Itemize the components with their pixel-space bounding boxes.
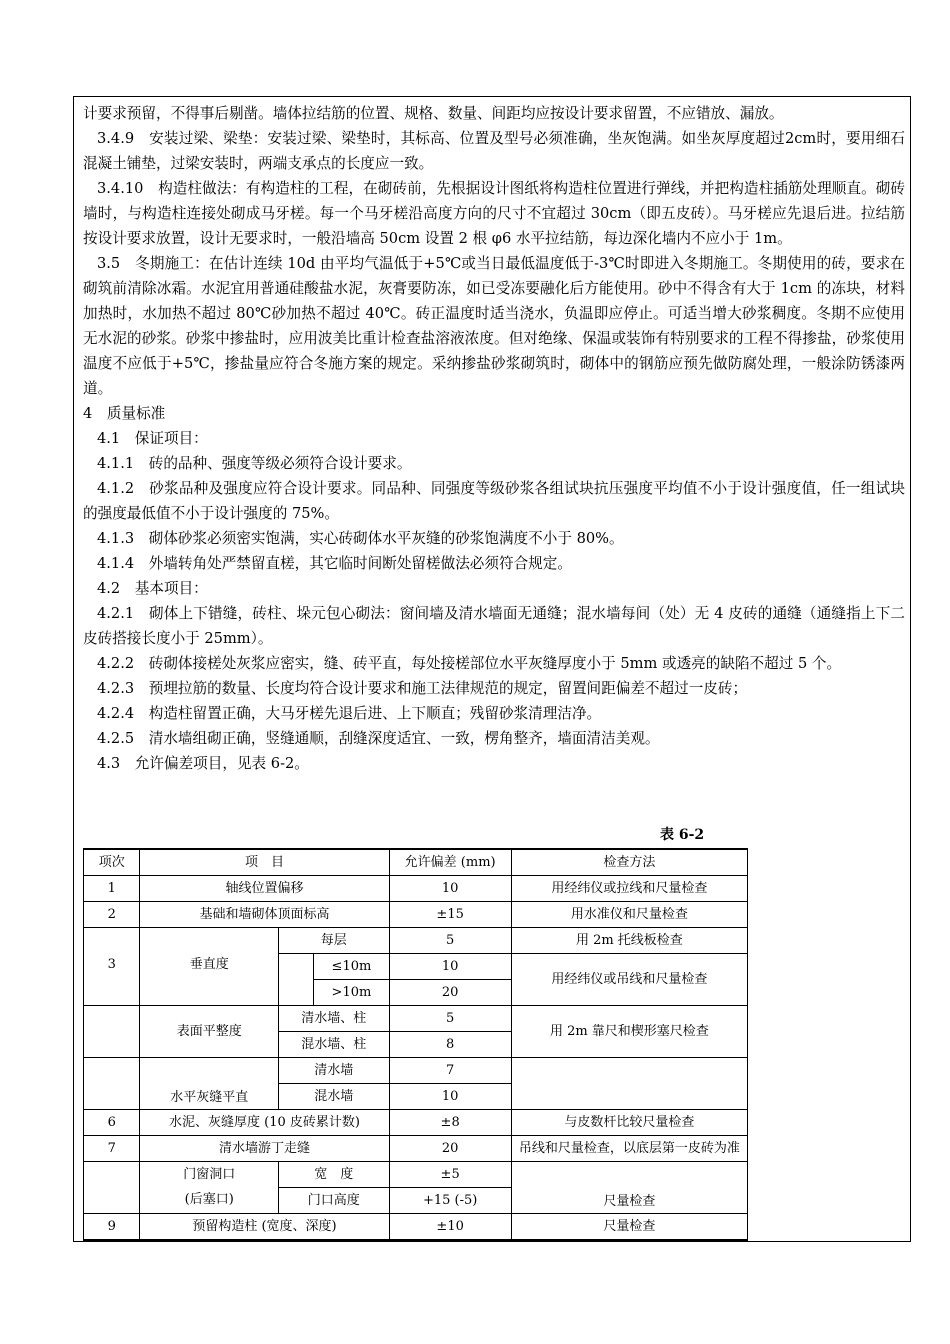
- cell-tolerance: 20: [389, 1136, 511, 1162]
- cell-tolerance: 5: [389, 928, 511, 954]
- paragraph: 4.2 基本项目：: [97, 580, 208, 597]
- cell-subitem: 清水墙: [279, 1058, 389, 1084]
- cell-tolerance: 5: [389, 1006, 511, 1032]
- cell-method: 用经纬仪或吊线和尺量检查: [511, 954, 747, 1006]
- cell-item: 预留构造柱 (宽度、深度): [140, 1214, 389, 1241]
- table-row: [84, 1006, 748, 1032]
- paragraph: 4 质量标准: [83, 405, 166, 422]
- cell-no: 2: [84, 902, 140, 928]
- cell-tolerance: 10: [389, 876, 511, 902]
- header-no: 项次: [84, 849, 140, 876]
- paragraph: 4.1 保证项目：: [97, 430, 208, 447]
- cell-item: (后塞口): [140, 1188, 279, 1214]
- cell-tolerance: ±5: [389, 1162, 511, 1188]
- table-row: [84, 1214, 748, 1241]
- cell-item: 水泥、灰缝厚度 (10 皮砖累计数): [140, 1110, 389, 1136]
- cell-item: 垂直度: [140, 928, 279, 1006]
- header-method: 检查方法: [511, 849, 747, 876]
- cell-subitem: 宽 度: [279, 1162, 389, 1188]
- paragraph: 3.5 冬期施工：在估计连续 10d 由平均气温低于+5℃或当日最低温度低于-3℃时即进入冬期施工。冬期使用的砖，要求在砌筑前清除冰霜。水泥宜用普通硅酸盐水泥，灰膏要防冻，如已受冻要融化后方能使用。砂中不得含有大于 1cm 的冻块，材料加热时，水加热不超过 80℃砂加热不超过 40℃。砖正温度时适当浇水，负温即应停止。可适当增大砂浆稠度。冬期不应使用无水泥的砂浆。砂浆中掺盐时，应用波美比重计检查盐溶液浓度。但对绝缘、保温或装饰有特别要求的工程不得掺盐，砂浆使用温度不应低于+5℃，掺盐量应符合冬施方案的规定。采纳掺盐砂浆砌筑时，砌体中的钢筋应预先做防腐处理，一般涂防锈漆两道。: [83, 255, 905, 397]
- table-row: [84, 1110, 748, 1136]
- cell-no: 7: [84, 1136, 140, 1162]
- paragraph: 4.3 允许偏差项目，见表 6-2。: [97, 755, 309, 772]
- cell-subitem: 清水墙、柱: [279, 1006, 389, 1032]
- cell-no: [84, 1058, 140, 1110]
- paragraph: 4.1.1 砖的品种、强度等级必须符合设计要求。: [97, 455, 412, 472]
- cell-no: 9: [84, 1214, 140, 1241]
- paragraph: 计要求预留，不得事后剔凿。墙体拉结筋的位置、规格、数量、间距均应按设计要求留置，不应错放、漏放。: [83, 105, 784, 122]
- cell-tolerance: 8: [389, 1032, 511, 1058]
- paragraph: 4.2.1 砌体上下错缝，砖柱、垛元包心砌法：窗间墙及清水墙面无通缝；混水墙每间（处）无 4 皮砖的通缝（通缝指上下二皮砖搭接长度小于 25mm）。: [83, 605, 905, 647]
- paragraph: 4.1.2 砂浆品种及强度应符合设计要求。同品种、同强度等级砂浆各组试块抗压强度平均值不小于设计强度值，任一组试块的强度最低值不小于设计强度的 75%。: [83, 480, 905, 522]
- cell-subitem: ≤10m: [314, 954, 389, 980]
- cell-method: 尺量检查: [511, 1214, 747, 1241]
- cell-tolerance: 10: [389, 1084, 511, 1110]
- cell-no: [84, 1006, 140, 1058]
- cell-method: 吊线和尺量检查，以底层第一皮砖为准: [511, 1136, 747, 1162]
- cell-tolerance: ±10: [389, 1214, 511, 1241]
- cell-method: [511, 1058, 747, 1110]
- cell-tolerance: ±15: [389, 902, 511, 928]
- table-row: [84, 1136, 748, 1162]
- cell-method: 用水准仪和尺量检查: [511, 902, 747, 928]
- table-header-row: [84, 849, 748, 876]
- paragraph: 4.2.3 预埋拉筋的数量、长度均符合设计要求和施工法律规范的规定，留置间距偏差不超过一皮砖；: [97, 680, 748, 697]
- body-text: [83, 101, 905, 776]
- table-row: [84, 1162, 748, 1188]
- cell-no: 3: [84, 928, 140, 1006]
- header-tolerance: 允许偏差 (mm): [389, 849, 511, 876]
- cell-tolerance: 20: [389, 980, 511, 1006]
- cell-tolerance: +15 (-5): [389, 1188, 511, 1214]
- cell-method: 与皮数杆比较尺量检查: [511, 1110, 747, 1136]
- tolerance-table: [83, 848, 748, 1241]
- cell-subitem: 每层: [279, 928, 389, 954]
- cell-item: 水平灰缝平直: [140, 1058, 279, 1110]
- cell-no: 6: [84, 1110, 140, 1136]
- cell-tolerance: 7: [389, 1058, 511, 1084]
- table-row: [84, 1058, 748, 1084]
- paragraph: 3.4.9 安装过梁、梁垫：安装过梁、梁垫时，其标高、位置及型号必须准确，坐灰饱满。如坐灰厚度超过2cm时，要用细石混凝土铺垫，过梁安装时，两端支承点的长度应一致。: [83, 130, 905, 172]
- cell-item: 表面平整度: [140, 1006, 279, 1058]
- cell-subitem: 混水墙: [279, 1084, 389, 1110]
- cell-tolerance: ±8: [389, 1110, 511, 1136]
- paragraph: 4.2.2 砖砌体接槎处灰浆应密实，缝、砖平直，每处接槎部位水平灰缝厚度小于 5mm 或透亮的缺陷不超过 5 个。: [97, 655, 842, 672]
- cell-subitem: 混水墙、柱: [279, 1032, 389, 1058]
- cell-method: 用 2m 靠尺和楔形塞尺检查: [511, 1006, 747, 1058]
- cell-no: [84, 1162, 140, 1214]
- cell-subitem: >10m: [314, 980, 389, 1006]
- paragraph: 4.2.4 构造柱留置正确，大马牙槎先退后进、上下顺直；残留砂浆清理洁净。: [97, 705, 602, 722]
- cell-subitem: 门口高度: [279, 1188, 389, 1214]
- cell-item: 清水墙游丁走缝: [140, 1136, 389, 1162]
- cell-tolerance: 10: [389, 954, 511, 980]
- cell-item: 基础和墙砌体顶面标高: [140, 902, 389, 928]
- table-caption: 表 6-2: [660, 827, 705, 843]
- paragraph: 4.2.5 清水墙组砌正确，竖缝通顺，刮缝深度适宜、一致，楞角整齐，墙面清洁美观。: [97, 730, 660, 747]
- paragraph: 4.1.3 砌体砂浆必须密实饱满，实心砖砌体水平灰缝的砂浆饱满度不小于 80%。: [97, 530, 624, 547]
- cell-item: 门窗洞口: [140, 1162, 279, 1188]
- cell-no: 1: [84, 876, 140, 902]
- cell-method: 用经纬仪或拉线和尺量检查: [511, 876, 747, 902]
- table-row: [84, 876, 748, 902]
- header-item: 项 目: [140, 849, 389, 876]
- cell-method: 尺量检查: [511, 1162, 747, 1214]
- paragraph: 3.4.10 构造柱做法：有构造柱的工程，在砌砖前，先根据设计图纸将构造柱位置进行弹线，并把构造柱插筋处理顺直。砌砖墙时，与构造柱连接处砌成马牙槎。每一个马牙槎沿高度方向的尺寸不宜超过 30cm（即五皮砖）。马牙槎应先退后进。拉结筋按设计要求放置，设计无要求时，一般沿墙高 50cm 设置 2 根 φ6 水平拉结筋，每边深化墙内不应小于 1m。: [83, 180, 905, 247]
- cell-method: 用 2m 托线板检查: [511, 928, 747, 954]
- cell-subitem: [279, 954, 314, 1006]
- table-row: [84, 928, 748, 954]
- cell-item: 轴线位置偏移: [140, 876, 389, 902]
- paragraph: 4.1.4 外墙转角处严禁留直槎，其它临时间断处留槎做法必须符合规定。: [97, 555, 572, 572]
- table-row: [84, 902, 748, 928]
